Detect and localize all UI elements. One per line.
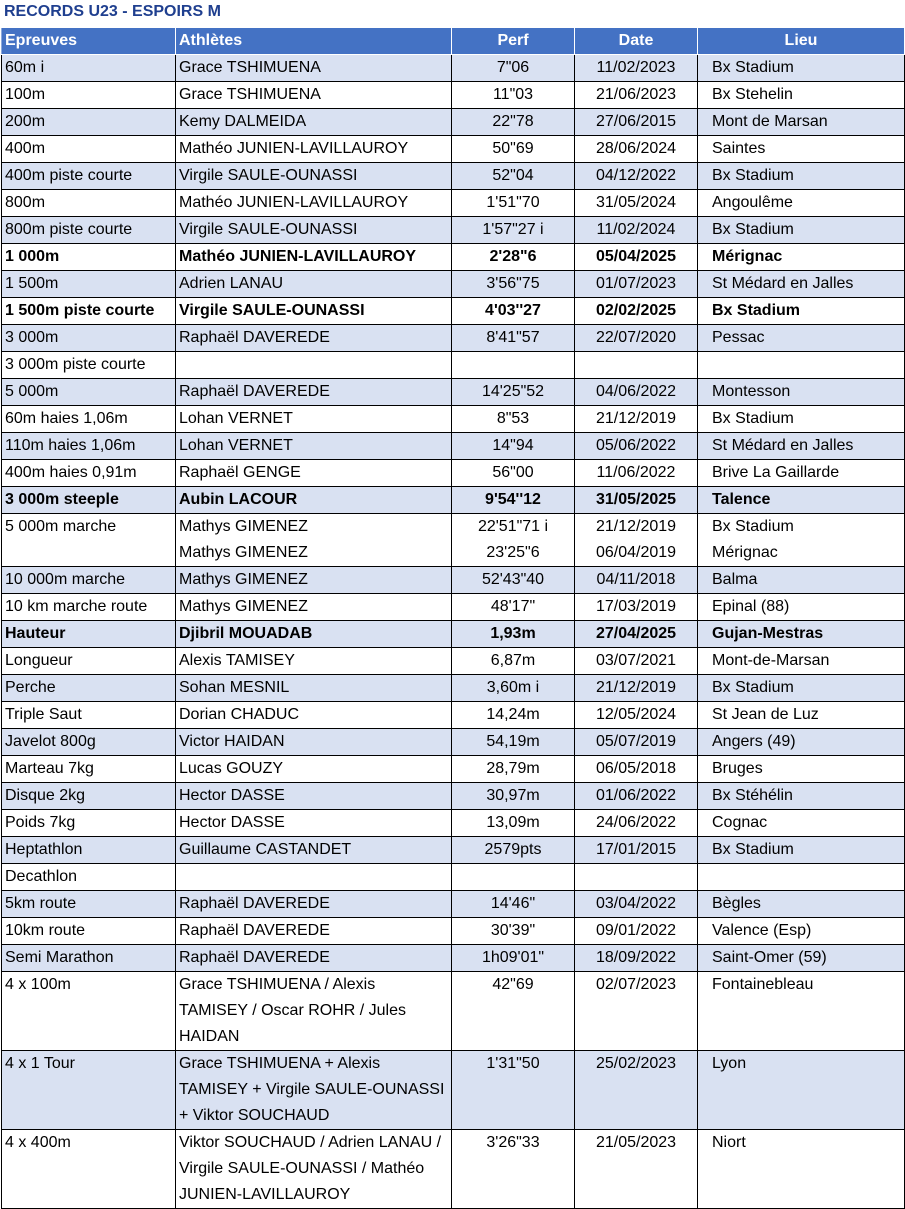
table-row [2,621,905,648]
cell-athlete: Alexis TAMISEY [176,648,452,675]
cell-perf: 1h09'01" [452,945,575,972]
table-row [2,729,905,756]
cell-lieu: Fontainebleau [698,972,905,1051]
cell-event: 3 000m [2,325,176,352]
table-row [2,163,905,190]
cell-event: 10 000m marche [2,567,176,594]
cell-lieu: Bruges [698,756,905,783]
cell-perf: 1'31"50 [452,1051,575,1130]
table-row [2,487,905,514]
cell-lieu: Balma [698,567,905,594]
cell-lieu: Bx Stadium [698,298,905,325]
cell-perf: 4'03''27 [452,298,575,325]
cell-lieu: Talence [698,487,905,514]
cell-lieu: St Jean de Luz [698,702,905,729]
cell-event: 5 000m [2,379,176,406]
cell-event: 400m haies 0,91m [2,460,176,487]
cell-lieu [698,352,905,379]
cell-lieu: Bx Stadium [698,163,905,190]
cell-lieu: Saintes [698,136,905,163]
cell-perf: 52"04 [452,163,575,190]
cell-perf: 14,24m [452,702,575,729]
cell-athlete: Adrien LANAU [176,271,452,298]
cell-event: 1 500m [2,271,176,298]
cell-perf: 42"69 [452,972,575,1051]
table-row [2,271,905,298]
cell-line: 06/04/2019 [595,544,677,561]
cell-perf: 30,97m [452,783,575,810]
cell-perf: 6,87m [452,648,575,675]
cell-date: 17/01/2015 [575,837,698,864]
cell-athlete: Djibril MOUADAB [176,621,452,648]
cell-athlete: Raphaël DAVEREDE [176,945,452,972]
cell-perf [452,864,575,891]
cell-date: 05/07/2019 [575,729,698,756]
cell-athlete [176,514,452,567]
records-body [2,55,905,1209]
cell-perf: 11"03 [452,82,575,109]
cell-line: 22'51"71 i [477,518,549,535]
cell-athlete: Sohan MESNIL [176,675,452,702]
cell-date: 21/12/2019 [575,675,698,702]
cell-event: 3 000m steeple [2,487,176,514]
cell-date [575,864,698,891]
cell-athlete: Lucas GOUZY [176,756,452,783]
cell-lieu: St Médard en Jalles [698,433,905,460]
cell-line: Mérignac [712,544,778,561]
cell-event: 3 000m piste courte [2,352,176,379]
header-epreuves: Epreuves [2,28,176,55]
cell-perf: 14"94 [452,433,575,460]
cell-date [575,514,698,567]
cell-event: Longueur [2,648,176,675]
cell-perf: 52'43"40 [452,567,575,594]
cell-lieu: Bx Stéhélin [698,783,905,810]
cell-date: 03/07/2021 [575,648,698,675]
table-row [2,298,905,325]
cell-perf [452,352,575,379]
cell-athlete: Raphaël DAVEREDE [176,325,452,352]
table-row [2,109,905,136]
cell-athlete: Virgile SAULE-OUNASSI [176,163,452,190]
cell-athlete: Grace TSHIMUENA [176,55,452,82]
cell-event: 5 000m marche [2,514,176,567]
cell-event: 4 x 100m [2,972,176,1051]
table-row [2,783,905,810]
table-row [2,190,905,217]
cell-athlete: Raphaël DAVEREDE [176,918,452,945]
cell-lieu: Brive La Gaillarde [698,460,905,487]
cell-event: 200m [2,109,176,136]
cell-perf: 22"78 [452,109,575,136]
cell-date: 22/07/2020 [575,325,698,352]
header-athletes: Athlètes [176,28,452,55]
table-row [2,244,905,271]
cell-perf: 48'17" [452,594,575,621]
cell-date: 11/02/2024 [575,217,698,244]
cell-lieu: Angers (49) [698,729,905,756]
cell-lieu: Mont de Marsan [698,109,905,136]
table-row [2,82,905,109]
cell-athlete: Dorian CHADUC [176,702,452,729]
header-row [2,28,905,55]
cell-event: Poids 7kg [2,810,176,837]
cell-lieu: Lyon [698,1051,905,1130]
cell-date: 31/05/2025 [575,487,698,514]
cell-perf: 14'25"52 [452,379,575,406]
cell-perf: 54,19m [452,729,575,756]
cell-event: Disque 2kg [2,783,176,810]
cell-athlete: Mathys GIMENEZ [176,594,452,621]
cell-perf: 3'26"33 [452,1130,575,1209]
cell-date: 25/02/2023 [575,1051,698,1130]
table-row [2,379,905,406]
cell-athlete: Lohan VERNET [176,406,452,433]
table-row [2,217,905,244]
cell-lieu: Bx Stadium [698,406,905,433]
cell-perf: 9'54''12 [452,487,575,514]
cell-date: 03/04/2022 [575,891,698,918]
table-row [2,594,905,621]
cell-lieu: Saint-Omer (59) [698,945,905,972]
cell-line: Mathys GIMENEZ [179,518,308,535]
cell-date: 12/05/2024 [575,702,698,729]
cell-athlete: Aubin LACOUR [176,487,452,514]
cell-event: 400m [2,136,176,163]
cell-perf: 14'46" [452,891,575,918]
cell-athlete: Hector DASSE [176,783,452,810]
table-row [2,864,905,891]
cell-perf: 50"69 [452,136,575,163]
cell-perf: 3,60m i [452,675,575,702]
cell-event: 1 500m piste courte [2,298,176,325]
table-row [2,55,905,82]
cell-lieu: Pessac [698,325,905,352]
cell-athlete: Mathéo JUNIEN-LAVILLAUROY [176,190,452,217]
cell-event: Decathlon [2,864,176,891]
table-row [2,567,905,594]
table-row [2,756,905,783]
cell-line: 23'25"6 [486,544,540,561]
cell-event: 100m [2,82,176,109]
table-row [2,325,905,352]
cell-lieu: Bx Stadium [698,675,905,702]
cell-lieu: Valence (Esp) [698,918,905,945]
table-row [2,945,905,972]
cell-line: Mathys GIMENEZ [179,544,308,561]
cell-athlete: Raphaël GENGE [176,460,452,487]
cell-date: 01/06/2022 [575,783,698,810]
cell-date: 27/06/2015 [575,109,698,136]
cell-athlete: Grace TSHIMUENA / Alexis TAMISEY / Oscar ROHR / Jules HAIDAN [176,972,452,1051]
cell-event: 4 x 1 Tour [2,1051,176,1130]
cell-date: 04/12/2022 [575,163,698,190]
cell-perf: 1,93m [452,621,575,648]
table-row [2,837,905,864]
cell-perf: 8'41"57 [452,325,575,352]
cell-lieu [698,514,905,567]
cell-event: 400m piste courte [2,163,176,190]
cell-date: 05/04/2025 [575,244,698,271]
cell-date: 28/06/2024 [575,136,698,163]
table-row [2,460,905,487]
cell-date: 09/01/2022 [575,918,698,945]
cell-date: 24/06/2022 [575,810,698,837]
page-title: RECORDS U23 - ESPOIRS M [4,3,221,20]
cell-lieu: Angoulême [698,190,905,217]
cell-lieu: St Médard en Jalles [698,271,905,298]
cell-date: 17/03/2019 [575,594,698,621]
cell-line: Bx Stadium [712,518,794,535]
cell-perf: 8"53 [452,406,575,433]
cell-perf: 30'39" [452,918,575,945]
table-row [2,972,905,1051]
cell-date: 27/04/2025 [575,621,698,648]
cell-perf: 56"00 [452,460,575,487]
cell-event: 5km route [2,891,176,918]
cell-event: Perche [2,675,176,702]
cell-event: 110m haies 1,06m [2,433,176,460]
table-row [2,675,905,702]
cell-date: 21/12/2019 [575,406,698,433]
cell-event: Marteau 7kg [2,756,176,783]
cell-perf: 13,09m [452,810,575,837]
cell-athlete: Raphaël DAVEREDE [176,379,452,406]
table-row [2,891,905,918]
cell-event: 1 000m [2,244,176,271]
cell-lieu: Cognac [698,810,905,837]
cell-event: Triple Saut [2,702,176,729]
cell-lieu: Bègles [698,891,905,918]
cell-perf: 2579pts [452,837,575,864]
table-row [2,810,905,837]
cell-lieu: Bx Stadium [698,55,905,82]
cell-athlete: Virgile SAULE-OUNASSI [176,217,452,244]
cell-lieu: Mont-de-Marsan [698,648,905,675]
cell-date: 18/09/2022 [575,945,698,972]
table-row [2,1051,905,1130]
cell-event: 60m i [2,55,176,82]
cell-athlete: Lohan VERNET [176,433,452,460]
cell-date: 11/06/2022 [575,460,698,487]
table-row [2,352,905,379]
cell-event: 4 x 400m [2,1130,176,1209]
cell-athlete: Mathys GIMENEZ [176,567,452,594]
header-date: Date [575,28,698,55]
table-row [2,702,905,729]
cell-lieu: Mérignac [698,244,905,271]
cell-event: Hauteur [2,621,176,648]
cell-athlete: Viktor SOUCHAUD / Adrien LANAU / Virgile SAULE-OUNASSI / Mathéo JUNIEN-LAVILLAUROY [176,1130,452,1209]
cell-date: 04/06/2022 [575,379,698,406]
cell-event: 800m [2,190,176,217]
cell-event: 10km route [2,918,176,945]
cell-athlete: Grace TSHIMUENA [176,82,452,109]
cell-lieu: Montesson [698,379,905,406]
cell-lieu: Gujan-Mestras [698,621,905,648]
cell-event: Javelot 800g [2,729,176,756]
table-row [2,514,905,567]
cell-date: 01/07/2023 [575,271,698,298]
cell-lieu: Bx Stehelin [698,82,905,109]
cell-perf: 1'57"27 i [452,217,575,244]
cell-athlete: Victor HAIDAN [176,729,452,756]
cell-event: 60m haies 1,06m [2,406,176,433]
cell-athlete [176,352,452,379]
cell-athlete: Kemy DALMEIDA [176,109,452,136]
cell-event: 10 km marche route [2,594,176,621]
cell-athlete: Grace TSHIMUENA + Alexis TAMISEY + Virgile SAULE-OUNASSI + Viktor SOUCHAUD [176,1051,452,1130]
header-lieu: Lieu [698,28,905,55]
cell-athlete: Mathéo JUNIEN-LAVILLAUROY [176,244,452,271]
cell-perf [452,514,575,567]
table-row [2,406,905,433]
cell-athlete: Guillaume CASTANDET [176,837,452,864]
cell-lieu: Bx Stadium [698,217,905,244]
cell-lieu: Epinal (88) [698,594,905,621]
cell-date: 02/02/2025 [575,298,698,325]
cell-date [575,352,698,379]
cell-perf: 3'56"75 [452,271,575,298]
cell-date: 21/06/2023 [575,82,698,109]
cell-event: 800m piste courte [2,217,176,244]
cell-date: 21/05/2023 [575,1130,698,1209]
cell-date: 06/05/2018 [575,756,698,783]
cell-athlete: Raphaël DAVEREDE [176,891,452,918]
cell-athlete: Virgile SAULE-OUNASSI [176,298,452,325]
cell-lieu [698,864,905,891]
cell-event: Heptathlon [2,837,176,864]
cell-lieu: Bx Stadium [698,837,905,864]
cell-lieu: Niort [698,1130,905,1209]
cell-perf: 1'51"70 [452,190,575,217]
cell-line: 21/12/2019 [595,518,677,535]
cell-perf: 2'28"6 [452,244,575,271]
table-row [2,136,905,163]
header-perf: Perf [452,28,575,55]
cell-date: 04/11/2018 [575,567,698,594]
cell-perf: 28,79m [452,756,575,783]
cell-date: 11/02/2023 [575,55,698,82]
cell-date: 05/06/2022 [575,433,698,460]
cell-perf: 7"06 [452,55,575,82]
cell-athlete [176,864,452,891]
table-row [2,918,905,945]
cell-athlete: Mathéo JUNIEN-LAVILLAUROY [176,136,452,163]
cell-athlete: Hector DASSE [176,810,452,837]
table-row [2,648,905,675]
table-row [2,433,905,460]
cell-event: Semi Marathon [2,945,176,972]
records-table [1,27,905,1209]
cell-date: 31/05/2024 [575,190,698,217]
cell-date: 02/07/2023 [575,972,698,1051]
